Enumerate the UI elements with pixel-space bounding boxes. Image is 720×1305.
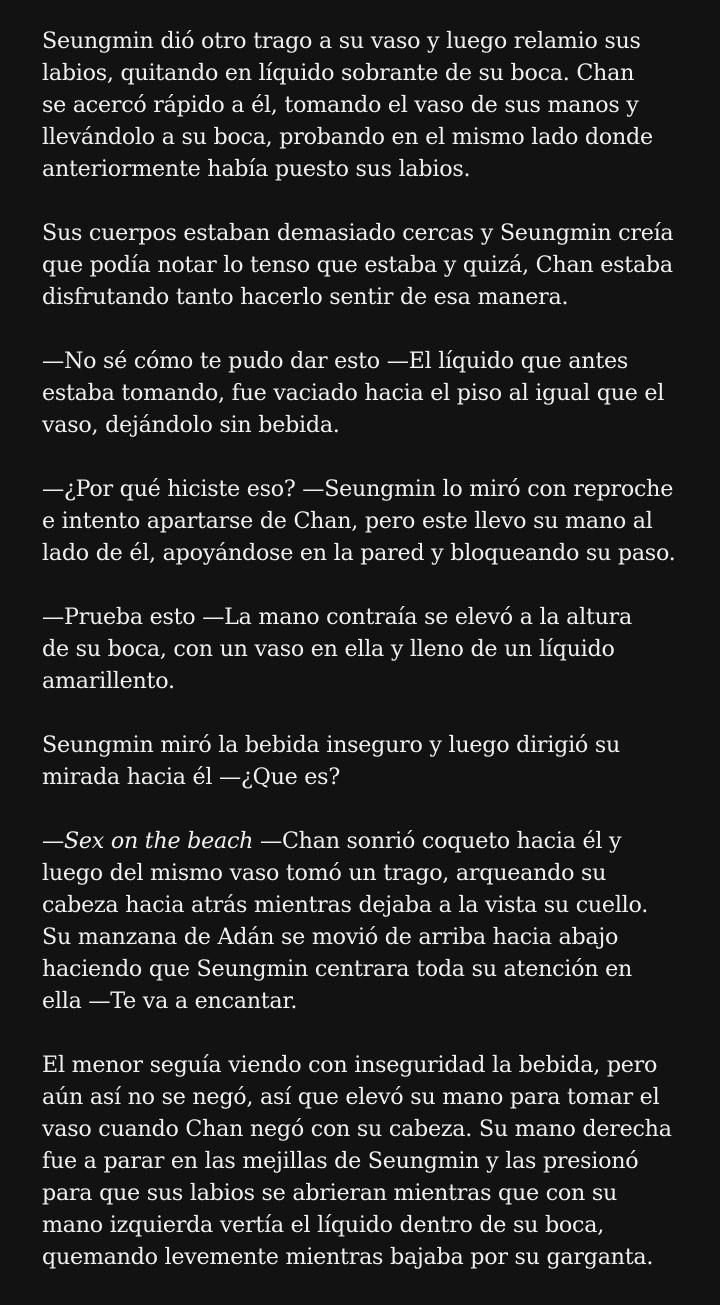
text-line: mano izquierda vertía el líquido dentro de su boca,: [42, 1212, 604, 1238]
text-line: ella —Te va a encantar.: [42, 988, 298, 1014]
text-line: —Prueba esto —La mano contraía se elevó a la altura: [42, 604, 632, 630]
text-line: Su manzana de Adán se movió de arriba hacia abajo: [42, 924, 619, 950]
paragraph-3: [42, 345, 682, 441]
text-line: estaba tomando, fue vaciado hacia el piso al igual que el: [42, 380, 665, 406]
text-line: [42, 825, 682, 857]
text-line: aún así no se negó, así que elevó su mano para tomar el: [42, 1084, 660, 1110]
dialogue-dash: —: [42, 828, 64, 854]
text-line: anteriormente había puesto sus labios.: [42, 156, 471, 182]
italic-drink-name: Sex on the beach: [63, 828, 254, 854]
text-line: vaso, dejándolo sin bebida.: [42, 412, 340, 438]
text-line: cabeza hacia atrás mientras dejaba a la vista su cuello.: [42, 892, 649, 918]
paragraph-5: [42, 601, 682, 697]
text-line: luego del mismo vaso tomó un trago, arqueando su: [42, 860, 607, 886]
text-line: disfrutando tanto hacerlo sentir de esa manera.: [42, 284, 569, 310]
text-line: Seungmin dió otro trago a su vaso y luego relamio sus: [42, 28, 641, 54]
text-line: fue a parar en las mejillas de Seungmin y las presionó: [42, 1148, 639, 1174]
paragraph-1: [42, 25, 682, 185]
text-line: —¿Por qué hiciste eso? —Seungmin lo miró con reproche: [42, 476, 674, 502]
text-line: llevándolo a su boca, probando en el mismo lado donde: [42, 124, 653, 150]
text-line: se acercó rápido a él, tomando el vaso de sus manos y: [42, 92, 639, 118]
text-line: mirada hacia él —¿Que es?: [42, 764, 340, 790]
paragraph-2: [42, 217, 682, 313]
text-line: para que sus labios se abrieran mientras que con su: [42, 1180, 618, 1206]
text-line: quemando levemente mientras bajaba por su garganta.: [42, 1244, 654, 1270]
paragraph-4: [42, 473, 682, 569]
text-line: de su boca, con un vaso en ella y lleno de un líquido: [42, 636, 615, 662]
text-line: amarillento.: [42, 668, 175, 694]
text-line: que podía notar lo tenso que estaba y quizá, Chan estaba: [42, 252, 673, 278]
text-line: Seungmin miró la bebida inseguro y luego dirigió su: [42, 732, 621, 758]
paragraph-8: [42, 1049, 682, 1273]
text-line: lado de él, apoyándose en la pared y bloqueando su paso.: [42, 540, 676, 566]
text-line: —No sé cómo te pudo dar esto —El líquido que antes: [42, 348, 629, 374]
text-line: labios, quitando en líquido sobrante de su boca. Chan: [42, 60, 635, 86]
text-line: e intento apartarse de Chan, pero este llevo su mano al: [42, 508, 653, 534]
story-text: [42, 25, 682, 1305]
text-line: El menor seguía viendo con inseguridad la bebida, pero: [42, 1052, 658, 1078]
text-line: vaso cuando Chan negó con su cabeza. Su mano derecha: [42, 1116, 672, 1142]
text-line: haciendo que Seungmin centrara toda su atención en: [42, 956, 633, 982]
dialogue-text: —Chan sonrió coqueto hacia él y: [253, 828, 622, 854]
paragraph-6: [42, 729, 682, 793]
paragraph-7: [42, 825, 682, 1017]
text-line: Sus cuerpos estaban demasiado cercas y Seungmin creía: [42, 220, 674, 246]
